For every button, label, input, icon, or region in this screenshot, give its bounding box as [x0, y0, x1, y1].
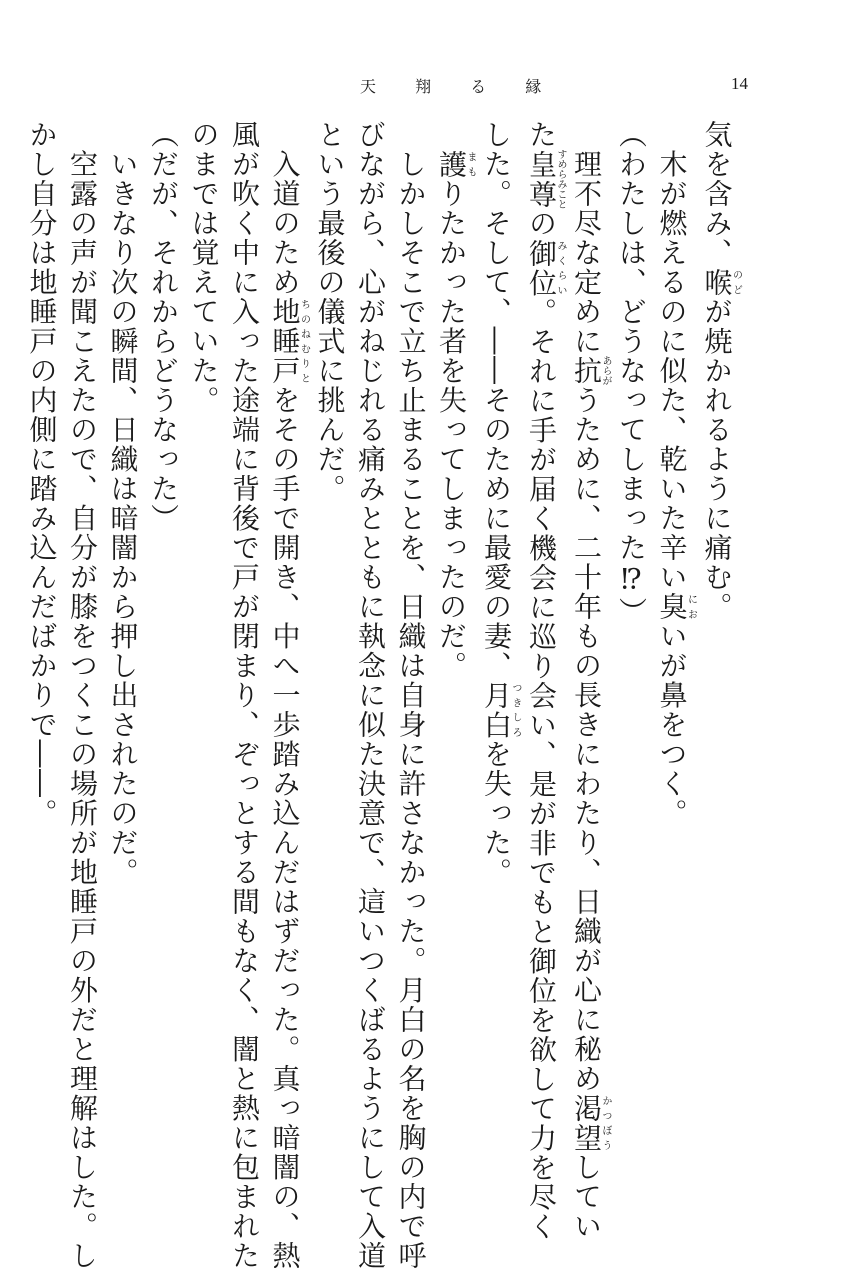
furigana: みくらい: [555, 238, 566, 298]
text-segment: の: [525, 209, 558, 239]
text-segment: 気を含み、: [700, 120, 734, 268]
text-line: [21, 120, 62, 1130]
text-line: [431, 120, 476, 1130]
ruby-word: [435, 149, 476, 180]
text-line: [566, 120, 611, 1241]
text-segment: [435, 120, 468, 150]
novel-body-text: [25, 120, 742, 1271]
ruby-word: [700, 267, 742, 298]
ruby-base: 地睡戸: [268, 297, 302, 386]
text-line: [102, 120, 143, 1130]
furigana: かつぼう: [600, 1093, 611, 1153]
text-line: [143, 120, 184, 1130]
ruby-word: [525, 238, 566, 298]
ruby-word: [480, 680, 521, 740]
text-line: [390, 120, 431, 1271]
furigana: ちのねむりと: [298, 297, 310, 386]
ruby-word: [268, 297, 310, 386]
text-segment: してい: [570, 1152, 603, 1241]
ruby-word: [570, 355, 611, 386]
furigana: あらが: [600, 355, 611, 386]
ruby-base: 月白: [480, 680, 513, 740]
text-segment: （だが、それからどうなった）: [147, 120, 180, 533]
text-segment: かし自分は地睡戸の内側に踏み込んだばかりで――。: [25, 120, 59, 828]
ruby-base: 皇尊: [525, 149, 558, 210]
ruby-word: [525, 149, 566, 210]
text-segment: 理不尽な定めに: [570, 120, 603, 356]
text-segment: 入道のため: [268, 120, 302, 297]
furigana: にお: [685, 592, 697, 622]
furigana: すめらみこと: [555, 149, 566, 210]
text-segment: （わたしは、どうなってしまった⁉）: [615, 120, 648, 627]
ruby-base: 御位: [525, 238, 558, 298]
text-line: [696, 120, 741, 1130]
ruby-word: [570, 1093, 611, 1153]
text-line: [183, 120, 224, 1130]
text-segment: りたかった者を失ってしまったのだ。: [435, 179, 468, 681]
ruby-base: 護: [435, 149, 468, 179]
text-segment: うために、二十年もの長きにわたり、日織が心に秘め: [570, 385, 603, 1094]
text-line: [611, 120, 652, 1130]
text-segment: 木が燃えるのに似た、乾いた辛い: [655, 120, 689, 592]
text-segment: いきなり次の瞬間、日織は暗闇から押し出されたのだ。: [106, 120, 140, 887]
text-line: [651, 120, 696, 1130]
text-segment: 空露の声が聞こえたので、自分が膝をつくこの場所が地睡戸の外だと理解はした。し: [66, 120, 99, 1271]
furigana: のど: [730, 267, 742, 297]
text-line: [224, 120, 265, 1271]
text-line: [521, 120, 566, 1242]
text-segment: いが鼻をつく。: [655, 621, 689, 828]
text-segment: びながら、心がねじれる痛みとともに執念に似た決意で、這いつくばるようにして入道: [354, 120, 387, 1271]
text-segment: た: [525, 120, 558, 150]
furigana: まも: [465, 149, 476, 179]
text-segment: をその手で開き、中へ一歩踏み込んだはずだった。真っ暗闇の、熱: [268, 385, 302, 1271]
text-segment: 風が吹く中に入った途端に背後で戸が閉まり、ぞっとする間もなく、闇と熱に包まれた: [228, 120, 261, 1271]
text-segment: しかしそこで立ち止まることを、日織は自身に許さなかった。月白の名を胸の内で呼: [394, 120, 428, 1271]
furigana: つきしろ: [510, 680, 521, 740]
text-segment: が焼かれるように痛む。: [700, 297, 734, 622]
text-line: [62, 120, 103, 1271]
ruby-base: 抗: [570, 355, 603, 386]
text-segment: した。そして、――そのために最愛の妻、: [480, 120, 513, 681]
running-header-title: 天 翔 る 縁: [360, 77, 559, 96]
text-line: [309, 120, 350, 1130]
text-segment: 。それに手が届く機会に巡り会い、是が非でもと御位を欲して力を尽く: [525, 297, 558, 1242]
page-number: 14: [731, 74, 748, 93]
ruby-word: [655, 592, 697, 622]
text-line: [350, 120, 391, 1271]
ruby-base: 喉: [700, 267, 734, 297]
ruby-base: 渇望: [570, 1093, 603, 1153]
text-segment: のまでは覚えていた。: [187, 120, 221, 415]
text-line: [264, 120, 310, 1271]
text-segment: という最後の儀式に挑んだ。: [313, 120, 347, 504]
ruby-base: 臭: [655, 592, 689, 622]
text-segment: を失った。: [480, 739, 513, 887]
text-line: [476, 120, 521, 1130]
